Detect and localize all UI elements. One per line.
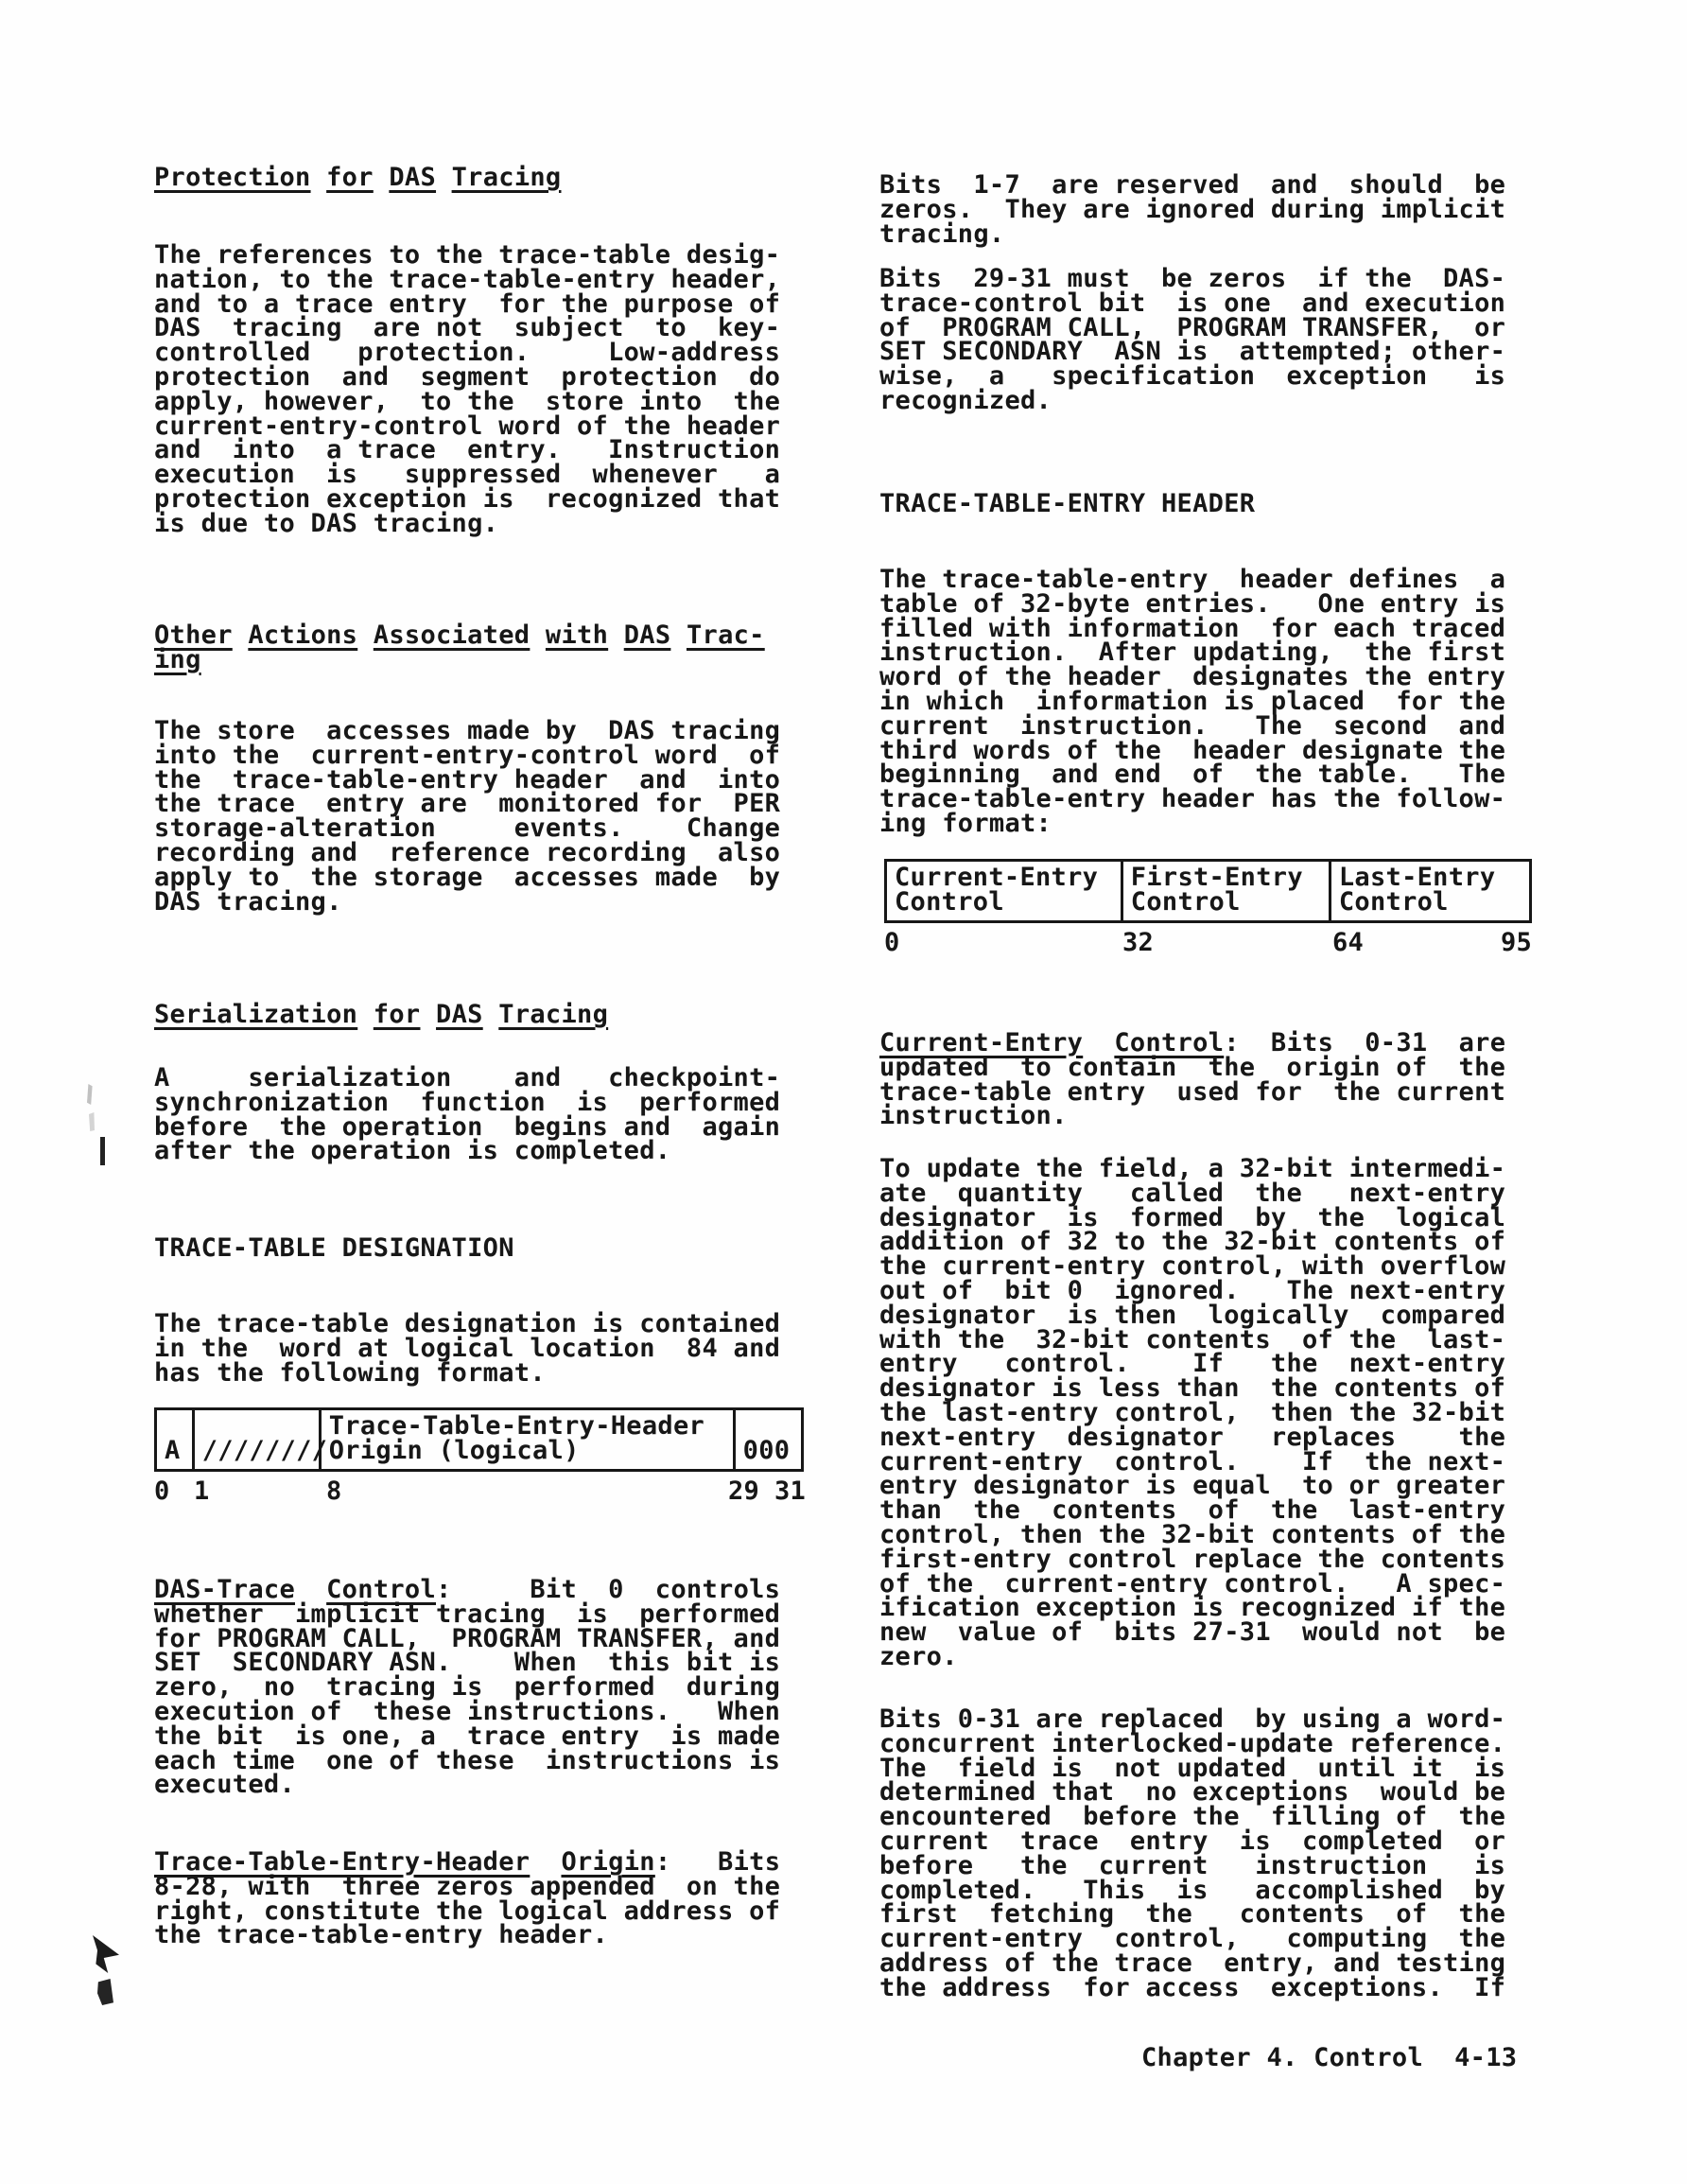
text-line: the bit is one, a trace entry is made [154, 1721, 781, 1751]
underlined-word: DAS [436, 1000, 483, 1029]
paragraph [154, 240, 781, 538]
text-line [154, 1847, 781, 1877]
diagram-field-label: 000 [742, 1436, 791, 1465]
text-line: instruction. After updating, the first [879, 638, 1506, 668]
bit-number: 95 [1501, 928, 1533, 957]
bit-number: 0 [884, 928, 900, 957]
text-run [311, 163, 327, 192]
text-line: trace-table-entry header has the follow- [879, 784, 1506, 814]
text-line: updated to contain the origin of the [879, 1052, 1506, 1082]
underlined-word: DAS-Trace [154, 1575, 295, 1604]
text-line: is due to DAS tracing. [154, 508, 499, 538]
text-line [154, 163, 562, 192]
underlined-word: DAS [389, 163, 437, 192]
text-line: current-entry control, computing the [879, 1924, 1506, 1954]
text-run: : Bits [654, 1847, 781, 1877]
text-line: The trace-table-entry header defines a [879, 565, 1506, 594]
diagram-field-label: Current-Entry [895, 863, 1099, 892]
bit-number: 29 [728, 1476, 760, 1506]
underlined-word: Control [1114, 1028, 1225, 1057]
text-line: The field is not updated until it is [879, 1753, 1506, 1783]
text-line: DAS tracing are not subject to key- [154, 313, 781, 343]
bit-number-row [154, 1476, 807, 1506]
text-line: TRACE-TABLE DESIGNATION [154, 1233, 514, 1263]
text-line: apply, however, to the store into the [154, 386, 781, 416]
text-line: next-entry designator replaces the [879, 1422, 1506, 1452]
text-line: after the operation is completed. [154, 1136, 671, 1166]
text-line: current instruction. The second and [879, 710, 1506, 741]
text-run [483, 1000, 499, 1029]
diagram-field-label: Last-Entry [1338, 863, 1496, 892]
text-line: tracing. [879, 218, 1005, 249]
underlined-word: ing [154, 644, 201, 674]
text-line [154, 1575, 781, 1604]
text-line: encountered before the filling of the [879, 1802, 1506, 1832]
text-line [879, 1028, 1506, 1057]
bit-number: 31 [774, 1476, 807, 1506]
bit-number: 64 [1332, 928, 1365, 957]
text-line: control, then the 32-bit contents of the [879, 1519, 1506, 1549]
paragraph [154, 1847, 781, 1950]
text-line [154, 644, 765, 674]
underlined-word: Actions [248, 620, 358, 650]
paragraph [154, 1063, 781, 1166]
diagram-field-label: Control [895, 887, 1004, 917]
text-line: designator is formed by the logical [879, 1202, 1506, 1232]
diagram-field [1123, 862, 1331, 920]
text-line: SET SECONDARY ASN. When this bit is [154, 1648, 781, 1678]
text-line: before the operation begins and again [154, 1111, 781, 1142]
text-run: : Bits 0-31 are [1224, 1028, 1506, 1057]
text-line: of the current-entry control. A spec- [879, 1568, 1506, 1599]
diagram-field-label: First-Entry [1130, 863, 1303, 892]
text-line: zero, no tracing is performed during [154, 1672, 781, 1703]
text-line: Bits 1-7 are reserved and should be [879, 170, 1506, 200]
text-run [233, 620, 249, 650]
text-run [357, 1000, 374, 1029]
underlined-word: Other [154, 620, 233, 650]
text-line: third words of the header designate the [879, 735, 1506, 765]
text-line: designator is less than the contents of [879, 1373, 1506, 1404]
text-line: ification exception is recognized if the [879, 1593, 1506, 1623]
text-line: controlled protection. Low-address [154, 338, 781, 368]
text-run [420, 1000, 436, 1029]
text-line: current-entry control. If the next- [879, 1446, 1506, 1476]
text-line: 8-28, with three zeros appended on the [154, 1871, 781, 1901]
text-line: right, constitute the logical address of [154, 1896, 781, 1926]
text-line: Bits 29-31 must be zeros if the DAS- [879, 264, 1506, 293]
underlined-word: Origin [561, 1847, 655, 1877]
text-line: each time one of these instructions is [154, 1745, 781, 1775]
heading-serialization [154, 1000, 609, 1029]
revision-change-bar [100, 1137, 105, 1165]
text-line: word of the header designates the entry [879, 662, 1506, 692]
text-line: execution of these instructions. When [154, 1696, 781, 1726]
text-line: whether implicit tracing is performed [154, 1599, 781, 1629]
text-line: first fetching the contents of the [879, 1899, 1506, 1930]
diagram-field [322, 1410, 736, 1469]
text-line: and to a trace entry for the purpose of [154, 288, 781, 319]
paragraph [879, 170, 1506, 249]
text-line [154, 620, 765, 650]
underlined-word: Associated [373, 620, 530, 650]
paragraph [879, 264, 1506, 415]
text-line: beginning and end of the table. The [879, 760, 1506, 790]
text-run [608, 620, 624, 650]
text-line: the address for access exceptions. If [879, 1972, 1506, 2002]
bit-number: 8 [326, 1476, 342, 1506]
margin-smudge-mark [89, 1112, 95, 1131]
text-line: than the contents of the last-entry [879, 1495, 1506, 1526]
text-run [374, 163, 390, 192]
text-line: entry designator is equal to or greater [879, 1471, 1506, 1501]
text-line: TRACE-TABLE-ENTRY HEADER [879, 489, 1256, 518]
text-line: in which information is placed for the [879, 686, 1506, 716]
text-line: current-entry-control word of the header [154, 411, 781, 441]
text-line: zero. [879, 1641, 958, 1671]
text-line: determined that no exceptions would be [879, 1777, 1506, 1808]
underlined-word: for [373, 1000, 421, 1029]
text-line: the trace entry are monitored for PER [154, 789, 781, 819]
format-diagram-box [884, 859, 1532, 923]
text-line: has the following format. [154, 1357, 546, 1388]
bit-number: 0 [154, 1476, 170, 1506]
text-line: SET SECONDARY ASN is attempted; other- [879, 337, 1506, 367]
text-line: The store accesses made by DAS tracing [154, 716, 781, 745]
heading-trace-table-designation [154, 1233, 514, 1263]
text-line: concurrent interlocked-update reference. [879, 1728, 1506, 1758]
text-line: trace-control bit is one and execution [879, 288, 1506, 318]
paragraph [879, 1028, 1506, 1131]
underlined-word: Control [326, 1575, 437, 1604]
text-line: synchronization function is performed [154, 1087, 781, 1117]
text-line: Bits 0-31 are replaced by using a word- [879, 1704, 1506, 1734]
diagram-field [1331, 862, 1529, 920]
text-line: filled with information for each traced [879, 613, 1506, 643]
text-run [530, 620, 546, 650]
text-line: wise, a specification exception is [879, 361, 1506, 392]
underlined-word: DAS [623, 620, 671, 650]
text-line: apply to the storage accesses made by [154, 862, 781, 892]
text-run [670, 620, 687, 650]
text-line: ate quantity called the next-entry [879, 1178, 1506, 1208]
text-line: in the word at logical location 84 and [154, 1333, 781, 1363]
text-line: the trace-table-entry header and into [154, 764, 781, 795]
diagram-field-label: Control [1130, 887, 1241, 917]
underlined-word: Serialization [154, 1000, 358, 1029]
text-line: zeros. They are ignored during implicit [879, 194, 1506, 224]
diagram-field-label: //////// [201, 1436, 328, 1465]
text-line: completed. This is accomplished by [879, 1875, 1506, 1905]
format-diagram-box [154, 1407, 804, 1472]
diagram-field [736, 1410, 801, 1469]
diagram-field-label: Origin (logical) [328, 1436, 580, 1465]
text-run: : Bit 0 controls [436, 1575, 781, 1604]
heading-other-actions [154, 620, 765, 674]
text-line: the trace-table-entry header. [154, 1920, 609, 1950]
text-line: designator is then logically compared [879, 1300, 1506, 1330]
text-line: recording and reference recording also [154, 837, 781, 867]
underlined-word: Trace-Table-Entry-Header [154, 1847, 530, 1877]
margin-smudge-mark [87, 1084, 94, 1105]
heading-protection-for-das-tracing [154, 163, 562, 192]
diagram-field [887, 862, 1123, 920]
text-line: into the current-entry-control word of [154, 740, 781, 770]
underlined-word: Tracing [451, 163, 562, 192]
diagram-field-label: Trace-Table-Entry-Header [328, 1411, 705, 1441]
bit-number: 1 [194, 1476, 210, 1506]
text-line: trace-table entry used for the current [879, 1076, 1506, 1107]
heading-trace-table-entry-header [879, 489, 1256, 518]
underlined-word: for [326, 163, 374, 192]
trace-table-entry-header-diagram [884, 859, 1532, 955]
text-line: storage-alteration events. Change [154, 813, 781, 844]
trace-table-designation-diagram [154, 1407, 807, 1506]
text-line: To update the field, a 32-bit intermedi- [879, 1154, 1506, 1183]
text-run [357, 620, 374, 650]
text-line: for PROGRAM CALL, PROGRAM TRANSFER, and [154, 1623, 781, 1653]
paragraph [879, 1704, 1506, 2002]
text-run [436, 163, 452, 192]
text-line: The trace-table designation is contained [154, 1309, 781, 1338]
text-line: A serialization and checkpoint- [154, 1063, 781, 1092]
text-line: The references to the trace-table desig- [154, 240, 781, 270]
text-line: out of bit 0 ignored. The next-entry [879, 1275, 1506, 1305]
underlined-word: Tracing [498, 1000, 609, 1029]
diagram-field-label: A [165, 1436, 181, 1465]
text-line: new value of bits 27-31 would not be [879, 1617, 1506, 1648]
text-line: DAS tracing. [154, 886, 342, 917]
text-line: table of 32-byte entries. One entry is [879, 588, 1506, 619]
bit-number: 32 [1122, 928, 1155, 957]
text-line: first-entry control replace the contents [879, 1544, 1506, 1574]
text-line: and into a trace entry. Instruction [154, 435, 781, 465]
text-line: of PROGRAM CALL, PROGRAM TRANSFER, or [879, 312, 1506, 342]
paragraph [879, 565, 1506, 838]
text-line: address of the trace entry, and testing [879, 1948, 1506, 1978]
text-line: protection and segment protection do [154, 361, 781, 392]
text-line: execution is suppressed whenever a [154, 460, 781, 490]
text-line: recognized. [879, 385, 1052, 415]
text-line: the last-entry control, then the 32-bit [879, 1397, 1506, 1427]
text-line: instruction. [879, 1101, 1068, 1131]
text-line: current trace entry is completed or [879, 1826, 1506, 1856]
ink-mark [97, 1979, 113, 2005]
text-line: addition of 32 to the 32-bit contents of [879, 1227, 1506, 1257]
text-line: entry control. If the next-entry [879, 1349, 1506, 1379]
bit-number-row [884, 928, 1533, 957]
text-line: ing format: [879, 808, 1052, 838]
paragraph [154, 1309, 781, 1388]
paragraph [879, 1154, 1506, 1671]
text-line: protection exception is recognized that [154, 483, 781, 514]
text-line: nation, to the trace-table-entry header, [154, 264, 781, 294]
text-line: with the 32-bit contents of the last- [879, 1324, 1506, 1354]
text-line: before the current instruction is [879, 1850, 1506, 1880]
diagram-field [195, 1410, 328, 1469]
underlined-word: with [545, 620, 609, 650]
text-line [154, 1000, 609, 1029]
underlined-word: Trac- [686, 620, 765, 650]
page-footer: Chapter 4. Control 4-13 [1141, 2043, 1518, 2072]
paragraph [154, 1575, 781, 1800]
underlined-word: Current-Entry [879, 1028, 1084, 1057]
ink-mark [93, 1935, 119, 1973]
underlined-word: Protection [154, 163, 311, 192]
diagram-field-label: Control [1338, 887, 1449, 917]
paragraph [154, 716, 781, 917]
text-line: the current-entry control, with overflow [879, 1251, 1506, 1282]
text-line: executed. [154, 1770, 295, 1800]
diagram-field [157, 1410, 195, 1469]
